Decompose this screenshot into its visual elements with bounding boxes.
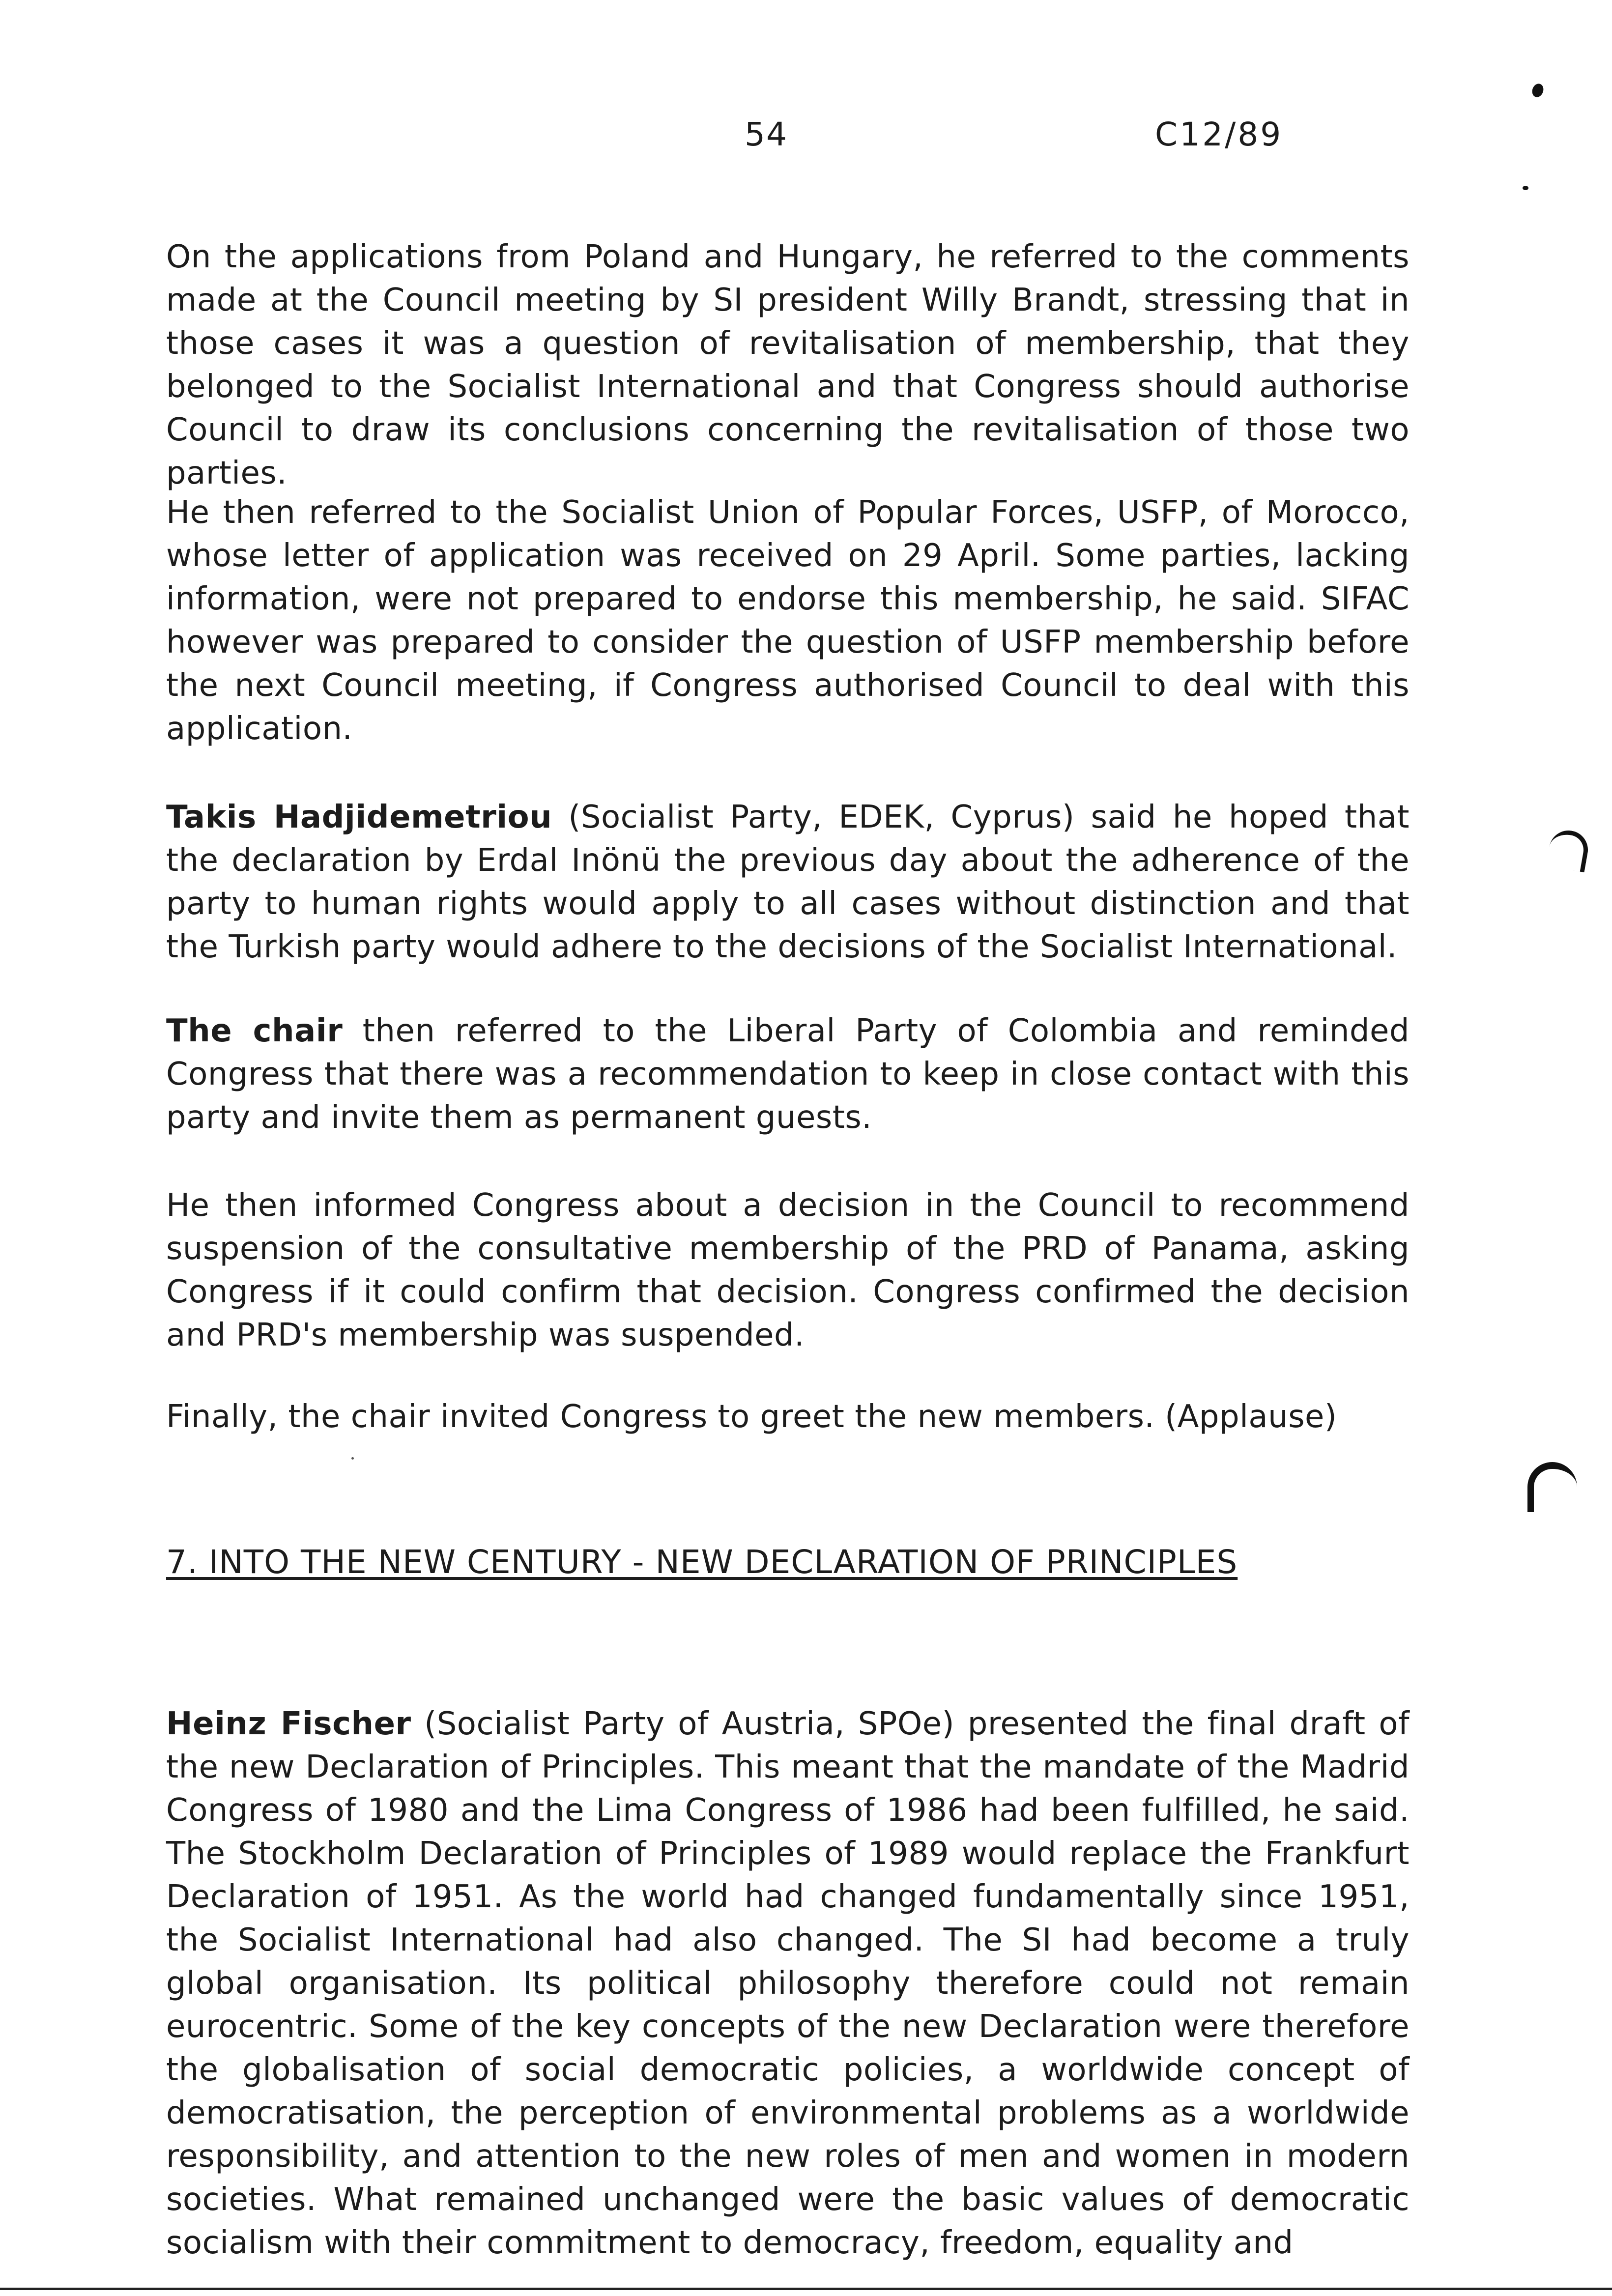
paragraph-text: then referred to the Liberal Party of Colombia and reminded Congress that there was a recommendation to keep in close contact with this party and invite them as permanent guests. (166, 1013, 1410, 1136)
paragraph-prd-panama: He then informed Congress about a decision in the Council to recommend suspension of the consultative membership of the PRD of Panama, asking Congress if it could confirm that decision. Congress confirmed the decision and PRD's membership was suspended. (166, 1187, 1410, 1353)
paragraph-text: (Socialist Party, EDEK, Cyprus) said he hoped that the declaration by Erdal Inönü the previous day about the adherence of the party to human rights would apply to all cases without distinction and that the Turkish party would adhere to the decisions of the Socialist International. (166, 799, 1410, 965)
page-number: 54 (745, 115, 788, 153)
paragraph-poland-hungary: On the applications from Poland and Hungary, he referred to the comments made at the Council meeting by SI president Willy Brandt, stressing that in those cases it was a question of revitalisation of membership, that they belonged to the Socialist International and that Congress should authorise Council to draw its conclusions concerning the revitalisation of those two parties. (166, 239, 1410, 491)
scan-mark (1546, 828, 1591, 873)
section-heading: 7. INTO THE NEW CENTURY - NEW DECLARATION OF PRINCIPLES (166, 1543, 1238, 1581)
scan-mark (1530, 82, 1545, 99)
speaker-name: The chair (166, 1013, 343, 1049)
paragraph-greet-members: Finally, the chair invited Congress to greet the new members. (Applause) (166, 1399, 1337, 1435)
scan-mark (1527, 1462, 1577, 1512)
paragraph-hadjidemetriou (166, 796, 1410, 969)
paragraph-usfp-morocco: He then referred to the Socialist Union of Popular Forces, USFP, of Morocco, whose letter of application was received on 29 April. Some parties, lacking information, were not prepared to endorse this membership, he said. SIFAC however was prepared to consider the question of USFP membership before the next Council meeting, if Congress authorised Council to deal with this application. (166, 494, 1410, 747)
document-reference: C12/89 (1155, 115, 1283, 153)
paragraph-chair-colombia (166, 1009, 1410, 1139)
paragraph-heinz-fischer (166, 1702, 1410, 2265)
speaker-name: Takis Hadjidemetriou (166, 799, 552, 835)
scan-mark (351, 1457, 354, 1460)
bottom-edge-line (0, 2288, 1612, 2290)
speaker-name: Heinz Fischer (166, 1706, 411, 1742)
paragraph-text: (Socialist Party of Austria, SPOe) presented the final draft of the new Declaration of Principles. This meant that the mandate of the Madrid Congress of 1980 and the Lima Congress of 1986 had been fulfilled, he said. The Stockholm Declaration of Principles of 1989 would replace the Frankfurt Declaration of 1951. As the world had changed fundamentally since 1951, the Socialist International had also changed. The SI had become a truly global organisation. Its political philosophy therefore could not remain eurocentric. Some of the key concepts of the new Declaration were therefore the globalisation of social democratic policies, a worldwide concept of democratisation, the perception of environmental problems as a worldwide responsibility, and attention to the new roles of men and women in modern societies. What remained unchanged were the basic values of democratic socialism with their commitment to democracy, freedom, equality and (166, 1706, 1410, 2261)
scan-mark (1523, 186, 1528, 190)
